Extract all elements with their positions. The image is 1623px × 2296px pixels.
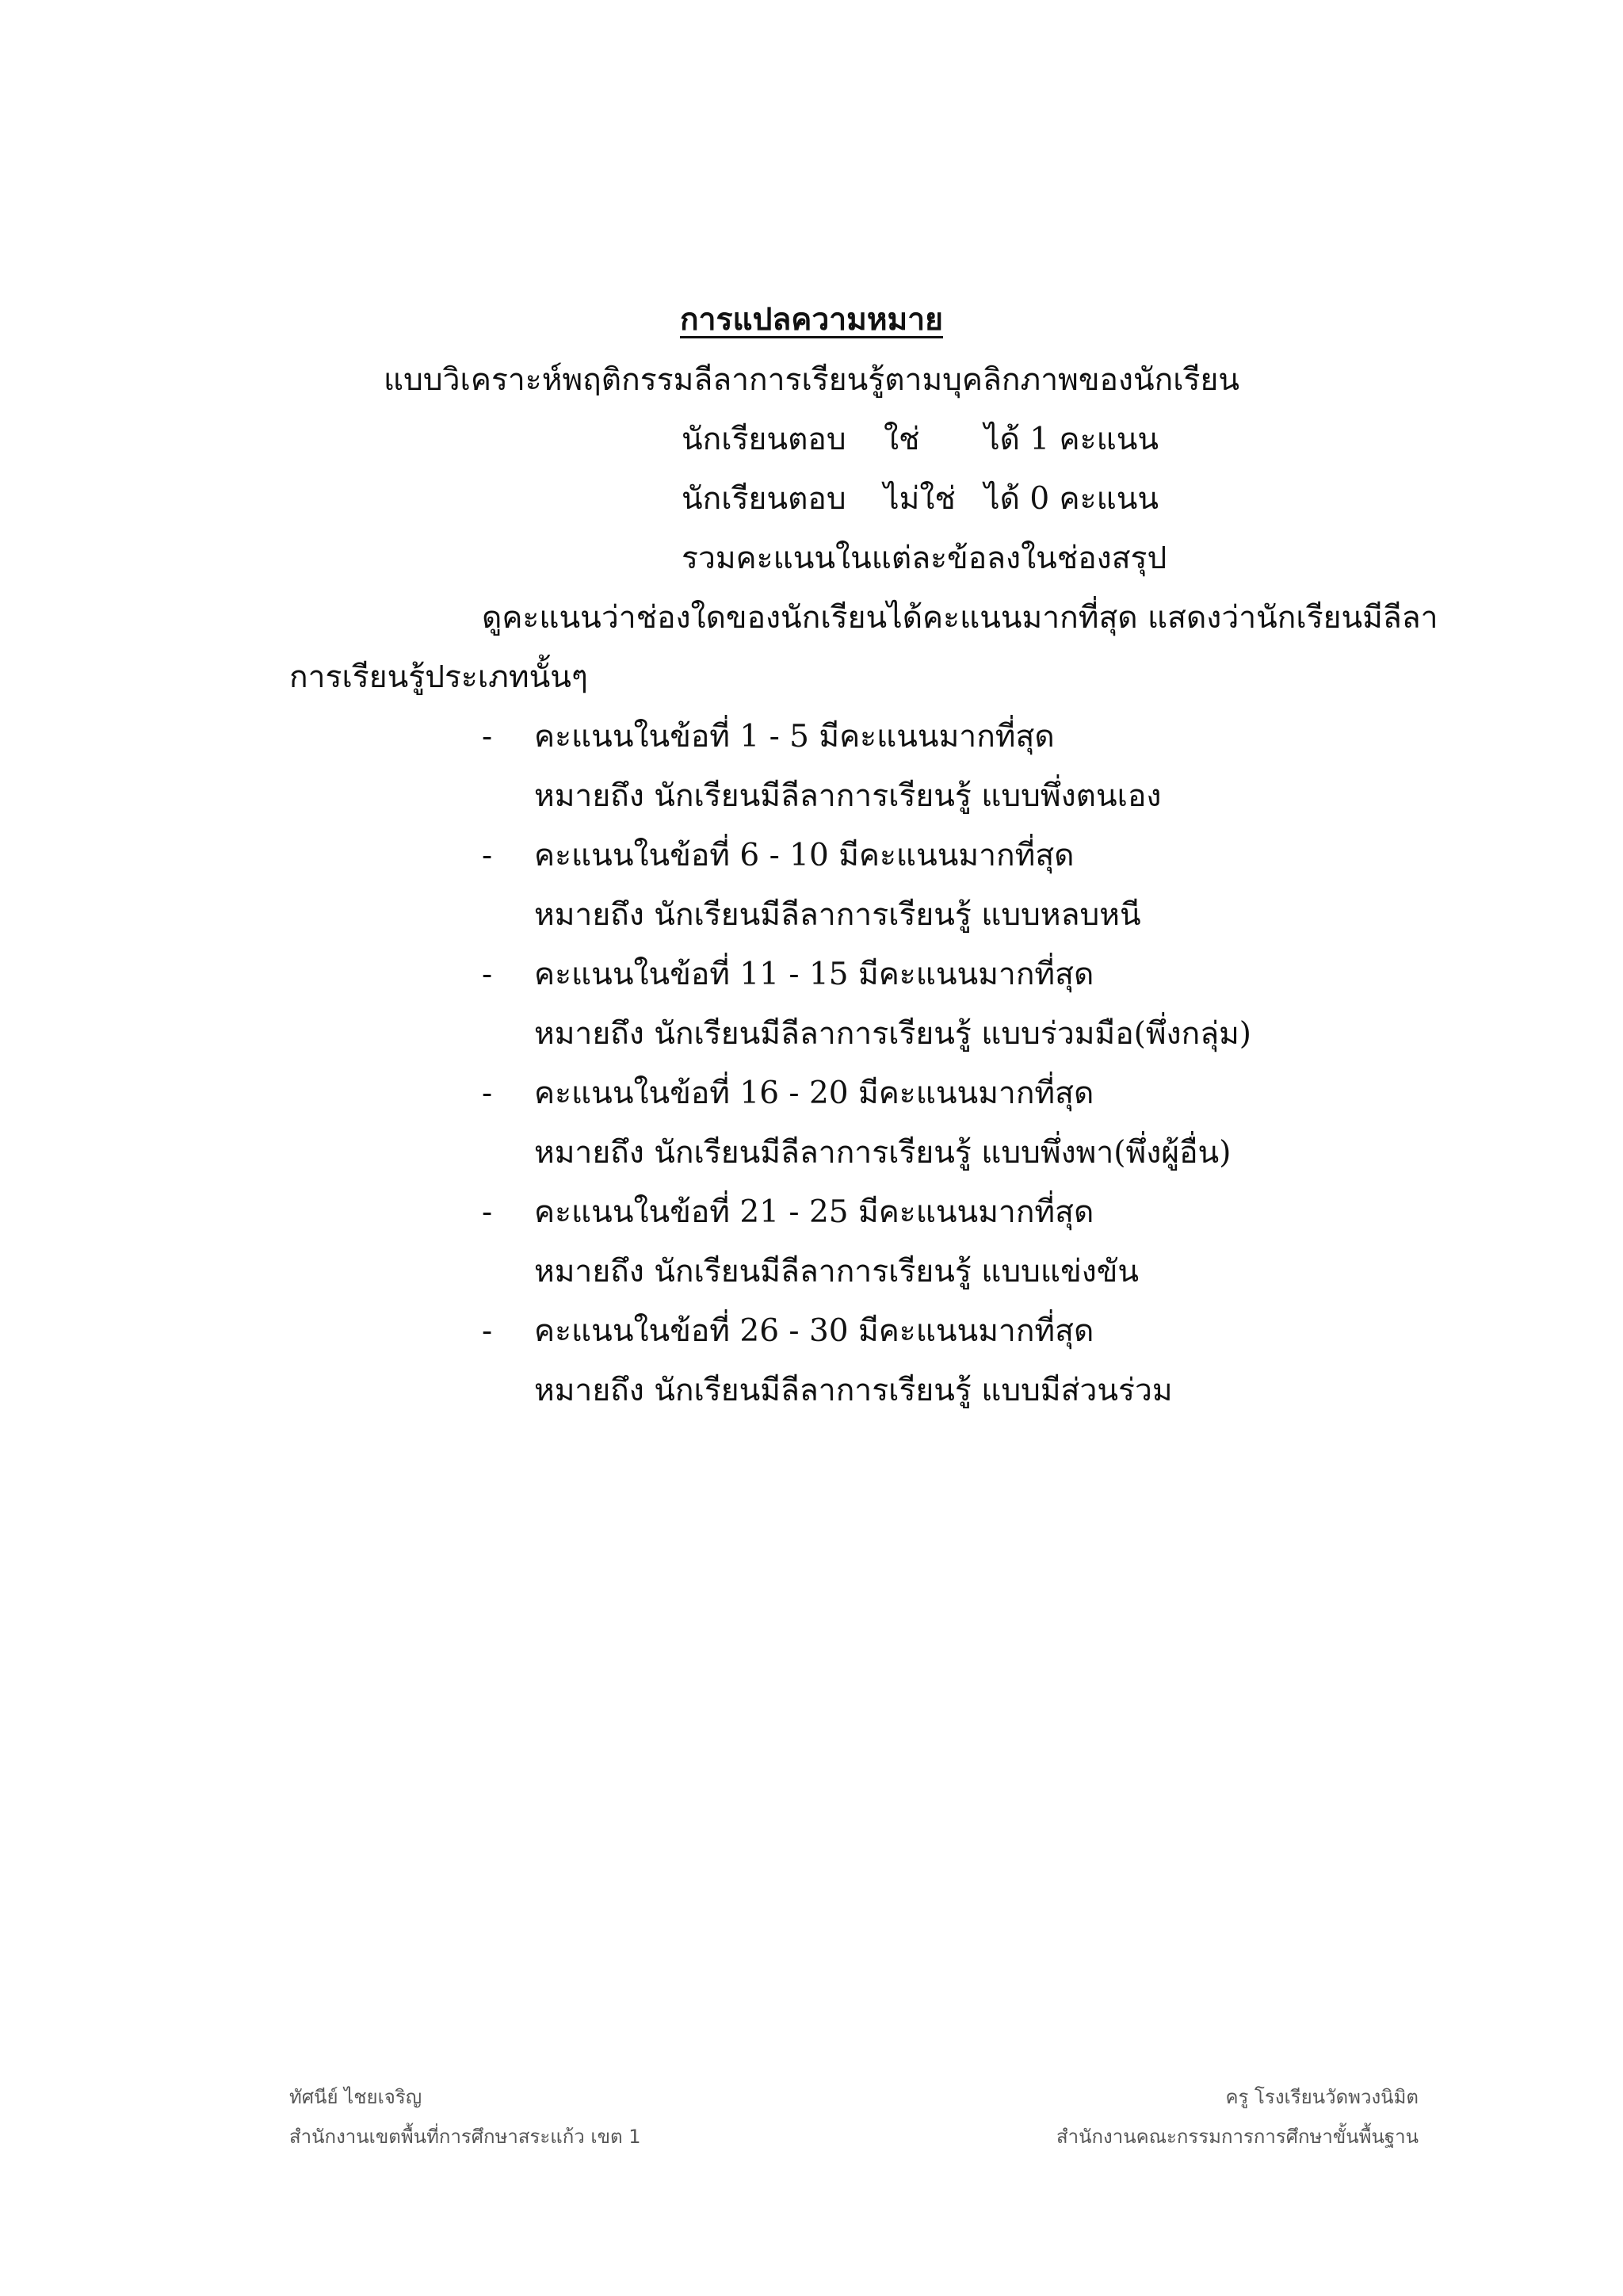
item-meaning: หมายถึง นักเรียนมีลีลาการเรียนรู้ แบบหลบหนี: [534, 897, 1141, 933]
scoring-answer: ไม่ใช่: [884, 481, 956, 517]
list-item: [482, 955, 1094, 995]
item-range: คะแนนในข้อที่ 11 - 15 มีคะแนนมากที่สุด: [534, 957, 1094, 992]
bullet-dash: -: [482, 1313, 493, 1349]
scoring-who: นักเรียนตอบ: [682, 481, 846, 517]
item-range: คะแนนในข้อที่ 6 - 10 มีคะแนนมากที่สุด: [534, 838, 1075, 873]
sum-instruction: รวมคะแนนในแต่ละข้อลงในช่องสรุป: [682, 541, 1167, 576]
bullet-dash: -: [482, 1194, 493, 1230]
item-range: คะแนนในข้อที่ 26 - 30 มีคะแนนมากที่สุด: [534, 1313, 1094, 1349]
item-meaning: หมายถึง นักเรียนมีลีลาการเรียนรู้ แบบพึ่งตนเอง: [534, 778, 1162, 814]
scoring-answer: ใช่: [884, 422, 920, 457]
bullet-dash: -: [482, 1075, 493, 1111]
scoring-who: นักเรียนตอบ: [682, 422, 846, 457]
bullet-dash: -: [482, 957, 493, 992]
item-range: คะแนนในข้อที่ 1 - 5 มีคะแนนมากที่สุด: [534, 719, 1055, 755]
footer-commission: สำนักงานคณะกรรมการการศึกษาขั้นพื้นฐาน: [1056, 2126, 1419, 2148]
bullet-dash: -: [482, 838, 493, 873]
explanation-line-1: ดูคะแนนว่าช่องใดของนักเรียนได้คะแนนมากที่สุด แสดงว่านักเรียนมีลีลา: [482, 600, 1438, 636]
scoring-score: ได้ 0 คะแนน: [984, 481, 1159, 517]
item-meaning: หมายถึง นักเรียนมีลีลาการเรียนรู้ แบบแข่งขัน: [534, 1254, 1140, 1289]
item-range: คะแนนในข้อที่ 21 - 25 มีคะแนนมากที่สุด: [534, 1194, 1094, 1230]
item-meaning: หมายถึง นักเรียนมีลีลาการเรียนรู้ แบบพึ่งพา(พึ่งผู้อื่น): [534, 1135, 1232, 1171]
scoring-rule-no: [682, 479, 1159, 519]
footer-author: ทัศนีย์ ไชยเจริญ: [289, 2086, 422, 2108]
item-meaning: หมายถึง นักเรียนมีลีลาการเรียนรู้ แบบมีส่วนร่วม: [534, 1373, 1173, 1408]
page-title: การแปลความหมาย: [679, 301, 943, 338]
list-item: [482, 1193, 1094, 1232]
scoring-score: ได้ 1 คะแนน: [984, 422, 1159, 457]
explanation-line-2: การเรียนรู้ประเภทนั้นๆ: [289, 659, 588, 695]
footer-author-office: สำนักงานเขตพื้นที่การศึกษาสระแก้ว เขต 1: [289, 2126, 641, 2148]
page-subtitle: แบบวิเคราะห์พฤติกรรมลีลาการเรียนรู้ตามบุคลิกภาพของนักเรียน: [383, 362, 1240, 398]
scoring-rule-yes: [682, 420, 1159, 460]
list-item: [482, 1074, 1094, 1114]
item-range: คะแนนในข้อที่ 16 - 20 มีคะแนนมากที่สุด: [534, 1075, 1094, 1111]
list-item: [482, 836, 1074, 876]
item-meaning: หมายถึง นักเรียนมีลีลาการเรียนรู้ แบบร่วมมือ(พึ่งกลุ่ม): [534, 1016, 1252, 1052]
footer-school: ครู โรงเรียนวัดพวงนิมิต: [1225, 2086, 1419, 2108]
list-item: [482, 717, 1055, 757]
bullet-dash: -: [482, 719, 493, 755]
list-item: [482, 1312, 1094, 1351]
